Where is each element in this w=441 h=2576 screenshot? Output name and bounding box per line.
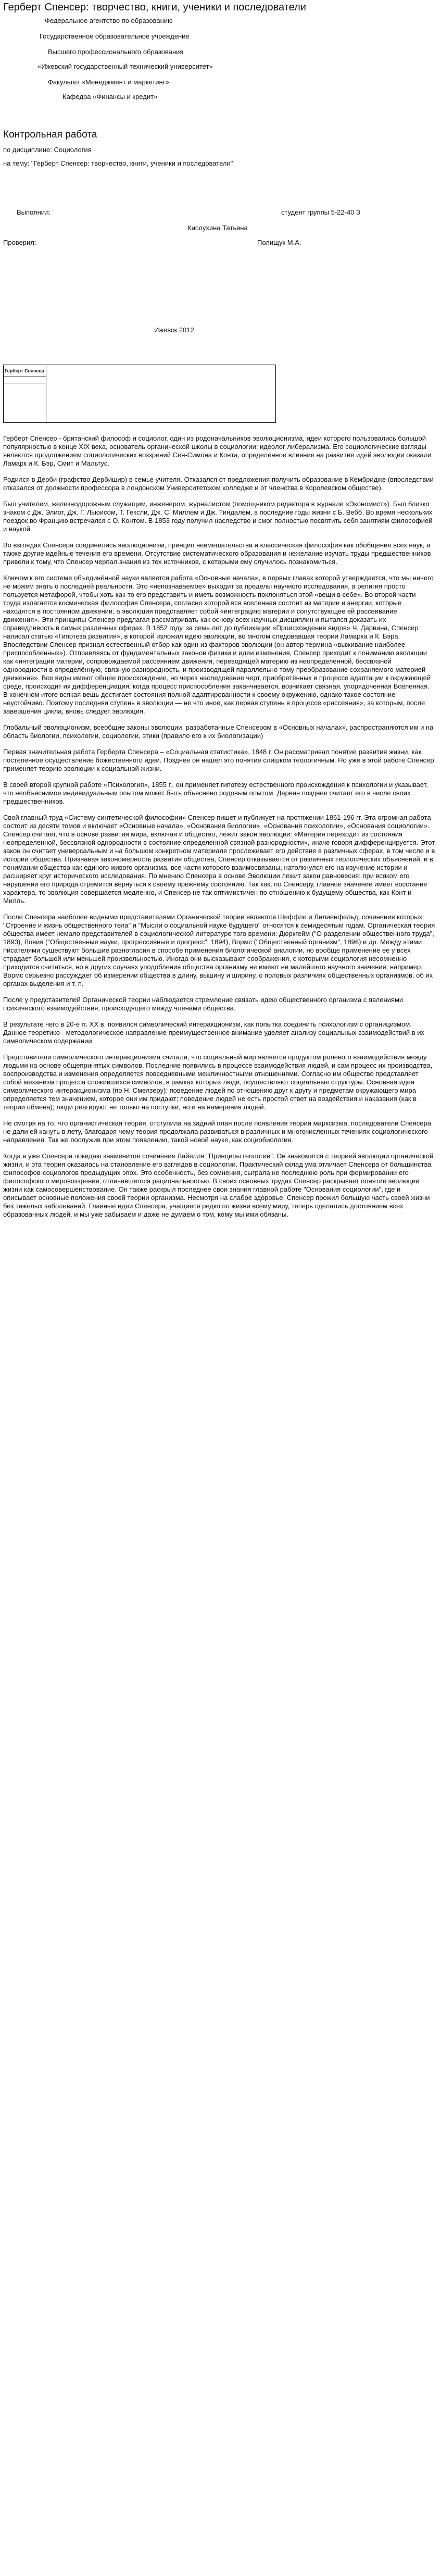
paragraph: Родился в Дерби (графство Дербишир) в семье учителя. Отказался от предложения получить образование в Кембридже (впоследствии отказался от должности профессора в лондонском Университетском колледже и от членства в Королевском обществе). [3, 476, 434, 492]
topic-line: на тему: "Герберт Спенсер: творчество, книги, ученики и последователи" [3, 159, 233, 167]
section-title: Контрольная работа [3, 129, 97, 140]
header-line-university: «Ижевский государственный технический университет» [37, 62, 213, 70]
checker-name: Полищук М.А. [257, 239, 301, 246]
header-line-agency: Федеральное агентство по образованию [45, 17, 173, 24]
document-title: Герберт Спенсер: творчество, книги, ученики и последователи [3, 2, 306, 13]
paragraph: Представители символического интеракционизма считали, что социальный мир является продуктом ролевого взаимодействия между людьми на основе общепринятых символов. Последние появились в процессе взаимодействия людей, и сам процесс их производства, воспроизводства и изменения определяется повседневными межличностными отношениями. Согласно им общество представляет собой механизм процесса сложившихся символов, в рамках которых люди, осуществляют социальные структуры. Основная идея символического интеракционизма (по Н. Смелзеру): поведение людей по отношению друг к другу и предметам окружающего мира определяется тем значением, которое они им придают; поведение людей не есть простой ответ на воздействия и наказания (как в теории обмена); люди реагируют не только на поступки, но и на намерения людей. [3, 1053, 433, 1111]
paragraph: Ключом к его системе объединённой науки является работа «Основные начала», в первых главах которой утверждается, что мы ничего не можем знать о последней реальности. Это «непознаваемое» выходит за пределы научного исследования, а религия просто пользуется метафорой, чтобы хоть как-то его представить и иметь возможность поклоняться этой «вещи в себе». Во второй части труда излагается космическая философия Спенсера, согласно которой вся вселенная состоит из материи и энергии, которые находятся в постоянном движении, а эволюция представляет собой «интеграцию материи и сопутствующее ей рассеивание движения». Эти принципы Спенсер предлагал рассматривать как основу всех научных дисциплин и пытался доказать их справедливость в самых различных сферах. В 1852 году, за семь лет до публикации «Происхождения видов» Ч. Дарвина, Спенсер написал статью «Гипотеза развития», в которой изложил идею эволюции, во многом следовавшая теории Ламарка и К. Бэра. Впоследствии Спенсер признал естественный отбор как один из факторов эволюции (он автор термина «выживание наиболее приспособленных»). Отправляясь от фундаментальных законов физики и идеи изменения, Спенсер приходит к пониманию эволюции как «интеграции материи, сопровождаемой рассеянием движения, переводящей материю из неопределённой, бессвязной однородности в определённую, связную разнородность, и производящей параллельно тому преобразование сохраняемого материей движения». Все виды имеют общее происхождение, но через наследование черт, приобретённых в процессе адаптации к окружающей среде, происходит их дифференциация; когда процесс приспособления заканчивается, возникает связная, упорядоченная Вселенная. В конечном итоге всякая вещь достигает состояния полной адаптированности к своему окружению, однако такое состояние неустойчиво. Поэтому последняя ступень в эволюции — не что иное, как первая ступень в процессе «рассеяния», за которым, после завершения цикла, вновь следует эволюция. [3, 574, 434, 715]
performed-label: Выполнил: [17, 208, 51, 216]
paragraph: Герберт Спенсер - британский философ и социолог, один из родоначальников эволюционизма, идеи которого пользовались большой популярностью в конце XIX века, основатель органической школы в социологии; идеолог либерализма. Его социологические взгляды являются продолжением социологических воззрений Сен-Симона и Конта, определённое влияние на развитие идей эволюции оказали Ламарк и К. Бэр, Смит и Мальтус. [3, 434, 432, 467]
checked-label: Проверил: [3, 239, 36, 246]
paragraph: Первая значительная работа Герберта Спенсера – «Социальная статистика», 1848 г. Он рассматривал понятие развития жизни, как постепенное осуществление божественного идеи. Позднее он нашел это понятие слишком теологичным. Но уже в этой работе Спенсер применяет теорию эволюции к социальной жизни. [3, 748, 434, 772]
paragraph: После Спенсера наиболее видными представителями Органической теории являются Шеффле и Лилиенфельд, сочинения которых: "Строение и жизнь общественного тела" и "Мысли о социальной науке будущего" относятся к семидесятым годам. Органическая теория общества имеет немало представителей в социологической литературе того времени: Дюркгейм ("О разделении общественного труда", 1893), Ловия ("Общественные науки, прогрессивные и прогресс", 1894), Вормс ("Общественный организм", 1896) и др. Между этими писателями существуют большие разногласия в способе применения биологической аналогии, но вообще применение ее у всех страдает большой или меньшей произвольностью. Иногда они высказывают соображения, с которыми социология несомненно приходится считаться, но в других случаях уподобления общества организму не имеют ни малейшего научного значения; например, Вормс серьезно рассуждает об измерении общества в длину, вышину и ширину, о половых различиях общественных организмов, об их органах выделения и т. п. [3, 913, 435, 987]
header-line-department: Кафедра «Финансы и кредит» [62, 93, 158, 101]
contents-cell [4, 365, 46, 423]
student-group: студент группы 5-22-40 З [281, 208, 360, 216]
paragraph: В результате чего в 20-е гг. XX в. появился символический интеракционизм, как попытка соединить психологизм с органицизмом. Данное теоретико - методологическое направление преимущественное внимание уделяет анализу социальных взаимодействий в их символическом содержании. [3, 1020, 425, 1045]
paragraph: Глобальный эволюционизм, всеобщие законы эволюции, разработанные Спенсером в «Основных началах», распространяются им и на область биологии, психологии, социологии, этики (правило его к их биологизации) [3, 723, 434, 740]
header-line-institution: Государственное образовательное учреждение [40, 32, 190, 40]
contents-label: Герберт Спенсер [5, 368, 44, 373]
paragraph: Свой главный труд «Систему синтетической философии» Спенсер пишет и публикует на протяжении 1861-196 гг. Эта огромная работа состоит из десяти томов и включает «Основные начала», «Основания биологии», «Основания психологии», «Основания социологии». Спенсер считает, что в основе развития мира, включая и общество, лежит закон эволюции: «Материя переходит из состояния неопределенной, бессвязной однородности в состояние определенной связной разнородности», иначе говоря дифференцируется. Этот закон он считает универсальным и на большом конкретном материале прослеживает его действие в различных сферах, в том числе и в истории общества. Признавая закономерность развития общества, Спенсер отказывается от различных теологических объяснений, и в понимании общества как единого живого организма, все части которого взаимосвязаны, натолкнулся его на изучение истории и расширяет круг исторического исследования. По мнению Спенсера в основе Эволюции лежит закон равновесия: при всяком его нарушении его природа стремится вернуться к своему прежнему состоянию. Так как, по Спенсеру, главное значение имеет восстание характера, то эволюция совершается медленно, и Спенсер не так оптимистичен по отношению к будущему общества, как Конт и Милль. [3, 814, 435, 905]
body-text [3, 434, 435, 1227]
paragraph: Был учителем, железнодорожным служащим, инженером, журналистом (помощником редактора в журнале «Экономист»). Был близко знаком с Дж. Элиот, Дж. Г. Льюисом, Т. Гексли, Дж. С. Миллем и Дж. Тиндалем, в последние годы жизни с Б. Вебб. Во время нескольких поездок во Францию встречался с О. Контом. В 1853 году получил наследство и смог полностью посвятить себя занятиям философией и наукой. [3, 500, 433, 533]
header-line-faculty: Факультет «Менеджмент и маркетинг» [48, 78, 169, 86]
city-year: Ижевск 2012 [154, 326, 194, 334]
student-name: Кислухина Татьяна [187, 224, 248, 232]
contents-table [3, 365, 276, 423]
paragraph: Не смотря на то, что органистическая теория, отступила на задний план после появления теории марксизма, последователи Спенсера не дали ей кануть в лету, благодаря чему теория продолжала развиваться в различных и многочисленных течениях социологического направления. Так же послужив при этом появлению, такой новой науке, как социобиология. [3, 1119, 431, 1144]
paragraph: После у представителей Органической теории наблюдается стремление связать идею общественного организма с явлениями психического взаимодействия, происходящего между членами общества. [3, 996, 404, 1012]
paragraph: Во взглядах Спенсера соединились эволюционизм, принцип невмешательства и классическая философия как обобщение всех наук, а также другие идейные течения его времени. Отсутствие систематического образования и нежелание изучать труды предшественников привели к тому, что Спенсер черпал знания из тех источников, с которыми ему случилось познакомиться. [3, 541, 431, 566]
header-line-education: Высшего профессионального образования [48, 48, 184, 56]
paragraph: В своей второй крупной работе «Психология», 1855 г., он применяет гипотезу естественного происхождения к психологии и указывает, что необъяснимое индивидуальным опытом может быть объяснено родовым опытом. Дарвин позднее считает его в числе своих предшественников. [3, 781, 428, 805]
discipline-line: по дисциплине: Социология [3, 146, 92, 154]
paragraph: Когда я уже Спенсера покидаю знаменитое сочинение Лайелля "Принципы геологии". Он знакомится с теорией эволюции органической жизни, и эта теория оказалась на становление его взглядов в социологии. Практический склад ума отличает Спенсера от большинства философов-социологов предыдущих эпох. Это особенность, без сомнения, сыграла не последнюю роль при формировании его философского мировоззрения, отличавшегося рациональностью. В своих основных трудах Спенсер раскрывает понятие эволюции жизни как самосовершенствование. Он также раскрыл последнее свои знания главной работе "Основания социологии", где и описывает основные положения своей теории организма. Несмотря на слабое здоровье, Спенсер прожил большую часть своей жизни без тяжелых заболеваний. Главные идеи Спенсера, учащиеся редко по жизни всему миру, теперь сделались достоянием всех образованных людей, и мы уже забываем и даже не думаем о том, кому мы ими обязаны. [3, 1152, 434, 1218]
